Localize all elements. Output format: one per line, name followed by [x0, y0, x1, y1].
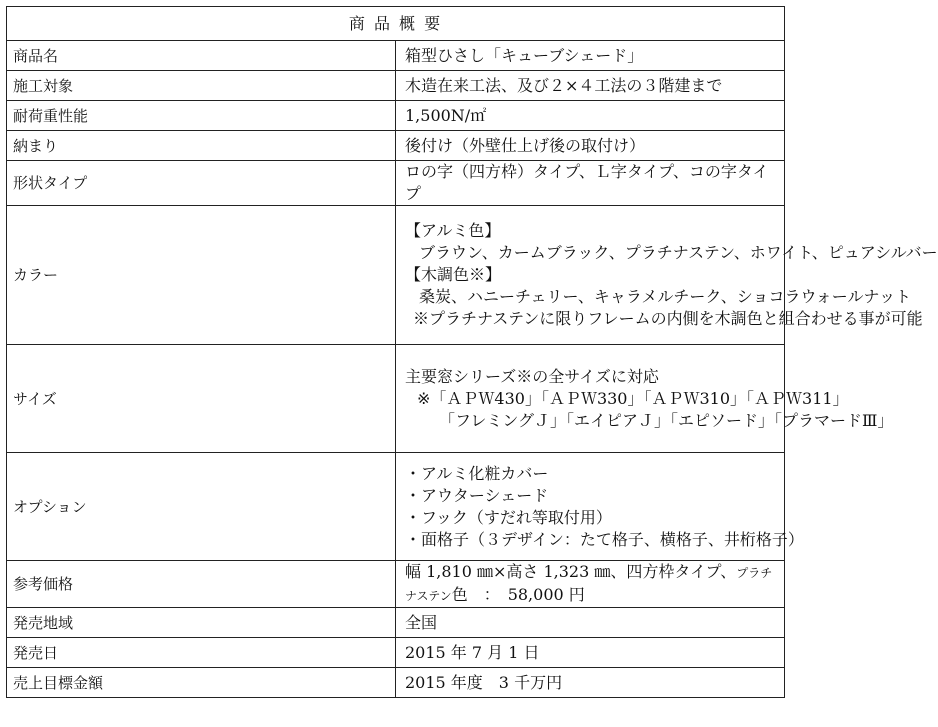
option-item: ・フック（すだれ等取付用）	[405, 507, 612, 527]
row-label-size: サイズ	[7, 345, 396, 453]
row-label-release: 発売日	[7, 638, 396, 668]
row-value-sales-target: 2015 年度 3 千万円	[396, 668, 785, 698]
table-row	[7, 161, 785, 206]
table-row	[7, 668, 785, 698]
row-label-area: 発売地域	[7, 608, 396, 638]
row-label-option: オプション	[7, 453, 396, 561]
color-list-wood: 桑炭、ハニーチェリー、キャラメルチーク、ショコラウォールナット	[419, 287, 912, 306]
product-summary-sheet	[6, 6, 938, 698]
row-value-size	[396, 345, 894, 453]
row-label-shape: 形状タイプ	[7, 161, 396, 206]
table-row	[7, 453, 785, 561]
color-heading-aluminum: 【アルミ色】	[405, 221, 501, 240]
option-item: ・アルミ化粧カバー	[405, 463, 549, 483]
option-item: ・面格子（３デザイン：たて格子、横格子、井桁格子）	[405, 529, 804, 549]
table-row	[7, 608, 785, 638]
row-value-product-name: 箱型ひさし「キューブシェード」	[396, 41, 785, 71]
row-label-target: 施工対象	[7, 71, 396, 101]
color-note: ※プラチナステンに限りフレームの内側を木調色と組合わせる事が可能	[413, 309, 923, 328]
row-label-color: カラー	[7, 206, 396, 345]
row-value-option	[396, 453, 804, 561]
table-row	[7, 345, 785, 453]
product-summary-table	[6, 6, 938, 698]
table-row	[7, 638, 785, 668]
color-heading-wood: 【木調色※】	[405, 265, 502, 284]
size-line-series-1: ※「ＡＰＷ430」「ＡＰＷ330」「ＡＰＷ310」「ＡＰＷ311」	[417, 388, 849, 408]
row-value-release: 2015 年 7 月 1 日	[396, 638, 785, 668]
table-row	[7, 41, 785, 71]
row-label-install: 納まり	[7, 131, 396, 161]
row-value-color	[396, 206, 938, 345]
row-value-shape: ロの字（四方枠）タイプ、Ｌ字タイプ、コの字タイプ	[396, 161, 785, 206]
price-color-name: プラチナステン	[405, 566, 773, 603]
color-list-aluminum: ブラウン、カームブラック、プラチナステン、ホワイト、ピュアシルバー	[419, 243, 938, 262]
table-row	[7, 101, 785, 131]
table-row	[7, 71, 785, 101]
price-main: 幅 1,810 ㎜×高さ 1,323 ㎜、四方枠タイプ、	[405, 562, 737, 581]
row-value-target: 木造在来工法、及び２×４工法の３階建まで	[396, 71, 785, 101]
row-label-price: 参考価格	[7, 561, 396, 608]
row-value-price	[396, 561, 785, 608]
size-line-main: 主要窓シリーズ※の全サイズに対応	[405, 366, 659, 386]
size-line-series-2: 「フレミングＪ」「エイピアＪ」「エピソード」「プラマードⅢ」	[439, 410, 894, 430]
table-row	[7, 131, 785, 161]
row-label-product-name: 商品名	[7, 41, 396, 71]
table-row	[7, 206, 785, 345]
row-value-install: 後付け（外壁仕上げ後の取付け）	[396, 131, 785, 161]
option-item: ・アウターシェード	[405, 485, 549, 505]
row-label-sales-target: 売上目標金額	[7, 668, 396, 698]
row-value-area: 全国	[396, 608, 785, 638]
table-row	[7, 561, 785, 608]
table-title: 商 品 概 要	[7, 7, 785, 41]
price-tail: 色 ： 58,000 円	[451, 585, 585, 604]
table-title-row	[7, 7, 785, 41]
row-value-load: 1,500N/㎡	[396, 101, 785, 131]
row-label-load: 耐荷重性能	[7, 101, 396, 131]
